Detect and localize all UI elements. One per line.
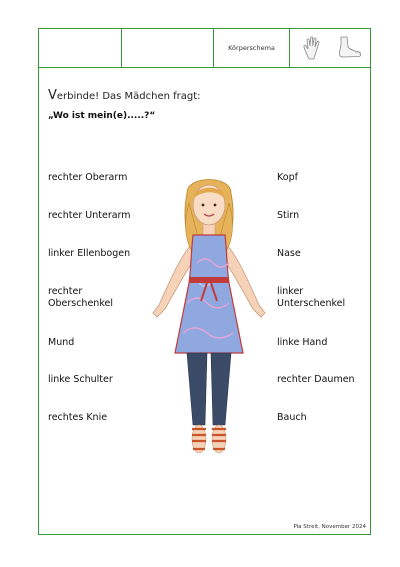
header-icons	[290, 29, 372, 67]
label-left-1: rechter Oberarm	[48, 172, 128, 183]
label-right-5: linke Hand	[277, 337, 328, 348]
label-right-1: Kopf	[277, 172, 298, 183]
label-right-6: rechter Daumen	[277, 374, 355, 385]
label-left-7: rechtes Knie	[48, 412, 108, 423]
worksheet-frame	[38, 28, 371, 535]
instruction-text	[48, 88, 201, 103]
label-right-2: Stirn	[277, 210, 300, 221]
label-left-2: rechter Unterarm	[48, 210, 131, 221]
label-right-3: Nase	[277, 248, 301, 259]
header-title: Körperschema	[214, 29, 290, 67]
label-left-4: rechter Oberschenkel	[48, 286, 113, 309]
label-left-5: Mund	[48, 337, 75, 348]
hand-icon	[300, 35, 326, 61]
instruction-rest: erbinde! Das Mädchen fragt:	[56, 91, 201, 102]
foot-icon	[333, 35, 363, 61]
header-name-cell	[39, 29, 122, 67]
label-right-4: linker Unterschenkel	[277, 286, 346, 309]
label-left-6: linke Schulter	[48, 374, 113, 385]
question-text: „Wo ist mein(e).....?“	[48, 111, 156, 121]
girl-illustration	[147, 173, 271, 461]
header-date-cell	[122, 29, 214, 67]
instruction-initial: V	[48, 88, 57, 103]
label-left-3: linker Ellenbogen	[48, 248, 131, 259]
footer-credit: Pia Streit, November 2024	[293, 524, 366, 530]
label-right-7: Bauch	[277, 412, 307, 423]
header-table	[39, 29, 370, 68]
